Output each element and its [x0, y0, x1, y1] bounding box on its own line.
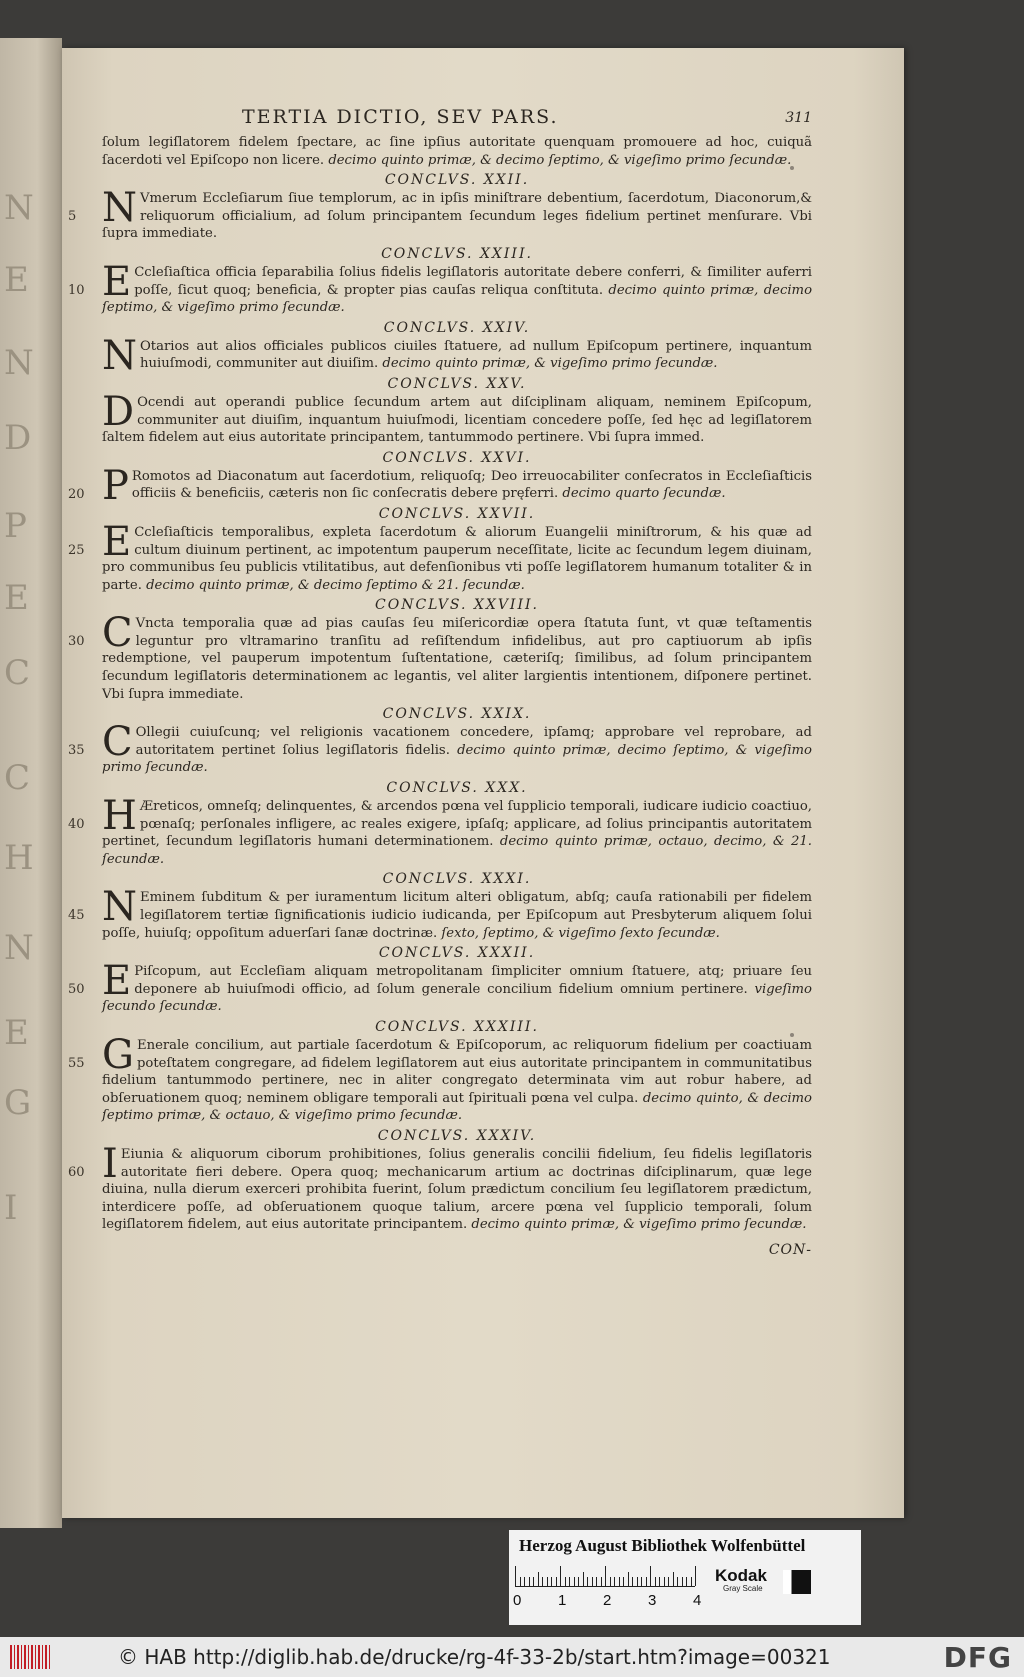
conclusion-heading: CONCLVS. XXV. — [387, 375, 527, 392]
catchword: CON- — [768, 1241, 812, 1258]
text-block — [68, 106, 813, 1258]
conclusion-reference: ſexto, ſeptimo, & vigeſimo ſexto ſecundæ. — [441, 925, 720, 941]
conclusion-text — [68, 258, 813, 317]
running-head-title: TERTIA DICTIO, SEV PARS. — [242, 106, 559, 128]
ruler-tick — [673, 1572, 674, 1586]
line-number: 20 — [68, 486, 85, 502]
ruler-tick — [533, 1577, 534, 1586]
conclusion-body: HÆreticos, omneſq; delinquentes, & arcendos pœna vel ſupplicio temporali, iudicare iudicio coactiuo, pœnaſq; perſonales infligere, ac reales exigere, ipſaſq; applicare, ad ſolius principantis autoritatem pertinet, ſecundum legiſlatoris humani determinationem. — [102, 793, 812, 850]
conclusion-heading: CONCLVS. XXII. — [384, 172, 530, 189]
ruler-tick — [632, 1577, 633, 1586]
line-number: 45 — [68, 908, 85, 924]
conclusion-text — [68, 1031, 812, 1125]
library-name: Herzog August Bibliothek Wolfenbüttel — [519, 1536, 806, 1555]
ruler-tick — [542, 1577, 543, 1586]
line-number: 50 — [68, 982, 85, 998]
ghost-letter: N — [4, 928, 34, 968]
ruler-tick — [668, 1577, 669, 1586]
conclusion-text — [68, 793, 812, 868]
viewer-footer — [0, 1637, 1024, 1677]
ruler-tick — [524, 1577, 525, 1586]
ghost-letter: G — [4, 1083, 32, 1123]
ruler-tick — [596, 1577, 597, 1586]
ruler-tick — [565, 1577, 566, 1586]
conclusion-body: NOtarios aut alios officiales publicos ciuiles ſtatuere, ad nullum Epiſcopum pertinere, inquantum huiuſmodi, communiter aut diuiſim. — [102, 332, 812, 379]
line-number: 10 — [68, 282, 85, 298]
ruler-tick — [664, 1577, 665, 1586]
source-credit-link[interactable]: © HAB http://diglib.hab.de/drucke/rg-4f-33-2b/start.htm?image=00321 — [118, 1645, 831, 1669]
ruler-tick — [646, 1577, 647, 1586]
ruler-tick — [659, 1577, 660, 1586]
conclusion-reference: decimo quarto ſecundæ. — [562, 486, 726, 502]
ruler-tick — [605, 1566, 606, 1586]
ruler-tick — [574, 1577, 575, 1586]
conclusion-text — [68, 1140, 812, 1234]
conclusion-body: ECcleſiaſtica officia ſeparabilia ſolius fidelis legiſlatoris autoritate debere conferri, & ſimiliter auferri poſſe, ſicut quoq; beneficia, & propter pias cauſas reliqua conſtituta. — [102, 258, 812, 305]
line-number: 60 — [68, 1164, 85, 1180]
ghost-letter: N — [4, 343, 34, 383]
ruler-tick — [520, 1577, 521, 1586]
scale-label: 4 — [693, 1592, 702, 1609]
ruler-tick — [623, 1577, 624, 1586]
conclusion-reference: decimo quinto primæ, & vigeſimo primo ſecundæ. — [382, 356, 718, 372]
conclusion-body: ſolum legiſlatorem fidelem ſpectare, ac ſine ipſius autoritate quenquam promouere ad hoc, cuiquã ſacerdoti vel Epiſcopo non licere. — [102, 135, 812, 168]
line-number: 5 — [68, 209, 77, 225]
ghost-letter: E — [4, 578, 29, 618]
ruler-tick — [547, 1577, 548, 1586]
ruler-tick — [529, 1577, 530, 1586]
line-number: 35 — [68, 743, 85, 759]
ruler-tick — [655, 1577, 656, 1586]
scale-label: 2 — [603, 1592, 612, 1609]
ruler-tick — [682, 1577, 683, 1586]
conclusion-reference: decimo quinto primæ, octauo, decimo, & 21. ſecundæ. — [102, 834, 812, 867]
ruler-tick — [556, 1577, 557, 1586]
ruler-tick — [551, 1577, 552, 1586]
conclusion-body: EPiſcopum, aut Eccleſiam aliquam metropolitanam ſimpliciter omnium ſtatuere, atq; priuare ſeu deponere ab huiuſmodi officio, ad ſolum generale concilium fidelium omnium pertinere. — [102, 958, 812, 1005]
kodak-gray-scale: Gray Scale — [723, 1584, 763, 1593]
conclusion-text — [68, 518, 812, 594]
line-number: 55 — [68, 1055, 85, 1071]
conclusion-body: GEnerale concilium, aut partiale ſacerdotum & Epiſcoporum, ac reliquorum fidelium per coactiuam poteſtatem congregare, ad fidelem legiſlatorem aut eius autoritate principantem in communitatibus fidelium tantummodo pertinere, nec in aliter congregato determinata vim aut robur habere, ad obſeruationem quoq; neminem obligare temporali aut ſpirituali pœna vel culpa. — [102, 1031, 812, 1106]
conclusion-text — [68, 719, 812, 777]
ruler-tick — [691, 1577, 692, 1586]
ghost-letter: E — [4, 260, 29, 300]
ghost-letter: H — [4, 838, 34, 878]
running-head — [102, 106, 812, 134]
conclusion-body: IEiunia & aliquorum ciborum prohibitiones, ſolius generalis concilii fidelium, ſeu fidelis legiſlatoris autoritate fieri debere. Opera quoq; mechanicarum artium ac doctrinas diſciplinarum, quæ lege diuina, nulla dierum exerceri prohibita fuerint, ſolum prædictum concilium ſeu legiſlatorem prædictum, interdicere poſſe, ad obſeruationem quoque talium, arcere pœna vel ſupplicio temporali, ſolum legiſlatorem fidelem, aut eius autoritate principantem. — [102, 1140, 812, 1233]
conclusion-heading: CONCLVS. XXVII. — [378, 505, 536, 522]
ruler-tick — [695, 1566, 696, 1586]
conclusion-reference: decimo quinto primæ, decimo ſeptimo, & vigeſimo primo ſecundæ. — [102, 282, 813, 316]
conclusion-reference: decimo quinto primæ, & decimo ſeptimo, & vigeſimo primo ſecundæ. — [328, 152, 792, 168]
ruler-tick — [538, 1572, 539, 1586]
conclusion-heading: CONCLVS. XXXIII. — [375, 1018, 539, 1035]
scale-label: 3 — [648, 1592, 657, 1609]
conclusion-body: ECcleſiaſticis temporalibus, expleta ſacerdotum & aliorum Euangelii miniſtrorum, & his quæ ad cultum diuinum pertinent, ac impotentum pauperum neceſſitate, licite ac ſecundum legem diuinam, pro communibus ſeu publicis vtilitatibus, aut defenſionibus vti poſſe legiſlatorem humanum totaliter & in parte. — [102, 518, 812, 593]
conclusion-body: DOcendi aut operandi publice ſecundum artem aut diſciplinam aliquam, neminem Epiſcopum, communiter aut diuiſim, inquantum huiuſmodi, licentiam concedere poſſe, ſed hęc ad legiſlatorem ſaltem fidelem aut eius autoritate principantem, tantummodo pertinere. Vbi ſupra immed. — [102, 388, 812, 446]
ghost-letter: E — [4, 1013, 29, 1053]
scale-label: 0 — [513, 1592, 522, 1609]
ruler-tick — [686, 1577, 687, 1586]
conclusion-body: COllegii cuiuſcunq; vel religionis vacationem concedere, ipſamq; approbare vel reprobare, ad autoritatem pertinet ſolius legiſlatoris fidelis. — [102, 719, 812, 766]
ruler-tick — [560, 1566, 561, 1586]
ruler-tick — [628, 1572, 629, 1586]
ghost-letter: I — [4, 1188, 18, 1228]
kodak-label — [715, 1566, 767, 1593]
conclusion-reference: decimo quinto primæ, & decimo ſeptimo & 21. ſecundæ. — [146, 577, 525, 593]
conclusion-text — [68, 462, 812, 509]
page-number: 311 — [785, 110, 812, 126]
ruler-tick — [587, 1577, 588, 1586]
ruler-tick — [614, 1577, 615, 1586]
ruler-tick — [578, 1577, 579, 1586]
conclusions-list — [68, 134, 813, 1234]
dfg-logo: DFG — [943, 1641, 1012, 1674]
line-number: 30 — [68, 634, 85, 650]
conclusion-body: NEminem ſubditum & per iuramentum licitum alteri obligatum, abſq; cauſa rationabili per fidelem legiſlatorem tertiæ ſignificationis iudicio iudicanda, per Epiſcopum aut Presbyterum aliquem ſolui poſſe, huiuſq; oppoſitum aduerſari ſanæ doctrinæ. — [102, 884, 812, 941]
hab-logo-icon — [10, 1645, 50, 1669]
ruler-tick — [637, 1577, 638, 1586]
conclusion-heading: CONCLVS. XXVI. — [382, 449, 532, 466]
ruler-tick — [569, 1577, 570, 1586]
conclusion-body: NVmerum Eccleſiarum ſiue templorum, ac in ipſis miniſtrare debentium, ſacerdotum, Diaconorum,& reliquorum officialium, ad ſolum principantem ſecundum leges fidelium pertinet menſurare. Vbi ſupra immediate. — [102, 185, 812, 242]
line-number: 40 — [68, 817, 85, 833]
ruler-tick — [677, 1577, 678, 1586]
conclusion-heading: CONCLVS. XXIX. — [382, 706, 532, 723]
ruler-tick — [592, 1577, 593, 1586]
ruler-tick — [601, 1577, 602, 1586]
conclusion-heading: CONCLVS. XXIV. — [383, 319, 531, 336]
conclusion-heading: CONCLVS. XXXIV. — [377, 1127, 537, 1144]
ruler-tick — [619, 1577, 620, 1586]
ruler-tick — [515, 1566, 516, 1586]
conclusion-heading: CONCLVS. XXVIII. — [375, 597, 539, 614]
conclusion-text — [68, 610, 812, 703]
ruler-tick — [610, 1577, 611, 1586]
conclusion-reference: decimo quinto, & decimo ſeptimo primæ, & octauo, & vigeſimo primo ſecundæ. — [102, 1090, 812, 1124]
ghost-letter: C — [4, 653, 31, 693]
conclusion-heading: CONCLVS. XXX. — [386, 780, 528, 797]
ruler-tick — [650, 1566, 651, 1586]
conclusion-text — [102, 134, 812, 169]
ruler-tick — [583, 1572, 584, 1586]
previous-page-edge — [0, 38, 62, 1528]
conclusion-text — [102, 332, 812, 379]
scale-ruler — [515, 1564, 695, 1587]
conclusion-heading: CONCLVS. XXIII. — [381, 245, 533, 262]
conclusion-reference: vigeſimo ſecundo ſecundæ. — [102, 981, 812, 1015]
ghost-letter: N — [4, 188, 34, 228]
conclusion-text — [68, 884, 812, 942]
conclusion-text — [68, 185, 812, 243]
ghost-letter: D — [4, 418, 32, 458]
line-number: 25 — [68, 542, 85, 558]
kodak-brand: Kodak — [715, 1566, 767, 1585]
ruler-tick — [641, 1577, 642, 1586]
conclusion-body: CVncta temporalia quæ ad pias cauſas ſeu miſericordiæ opera ſtatuta ſunt, vt quæ teſtamentis leguntur pro vltramarino tranſitu ad reſiſtendum infidelibus, aut pro captiuorum ab ipſis redemptione, vel pauperum impotentum ſuſtentatione, cæteriſq; ſimilibus, ad ſolum principantem ſecundum legiſlatoris determinationem ac legantis, vel aliter largientis intentionem, diſponere pertinet. Vbi ſupra immediate. — [102, 610, 812, 702]
conclusion-reference: decimo quinto primæ, & vigeſimo primo ſecundæ. — [471, 1217, 807, 1233]
library-color-card — [509, 1530, 861, 1625]
scale-label: 1 — [558, 1592, 567, 1609]
ghost-letter: P — [4, 506, 27, 546]
book-page — [62, 48, 904, 1518]
gray-scale-patch — [783, 1570, 811, 1594]
conclusion-heading: CONCLVS. XXXII. — [378, 945, 536, 962]
conclusion-text — [102, 388, 812, 447]
ghost-letter: C — [4, 758, 31, 798]
conclusion-reference: decimo quinto primæ, decimo ſeptimo, & vigeſimo primo ſecundæ. — [102, 742, 812, 776]
conclusion-heading: CONCLVS. XXXI. — [382, 871, 532, 888]
conclusion-body: PRomotos ad Diaconatum aut ſacerdotium, reliquoſq; Deo irreuocabiliter conſecratos in Eccleſiaſticis officiis & beneficiis, cæteris non ſic conſecratis debere pręferri. — [102, 462, 812, 509]
conclusion-text — [68, 958, 812, 1016]
